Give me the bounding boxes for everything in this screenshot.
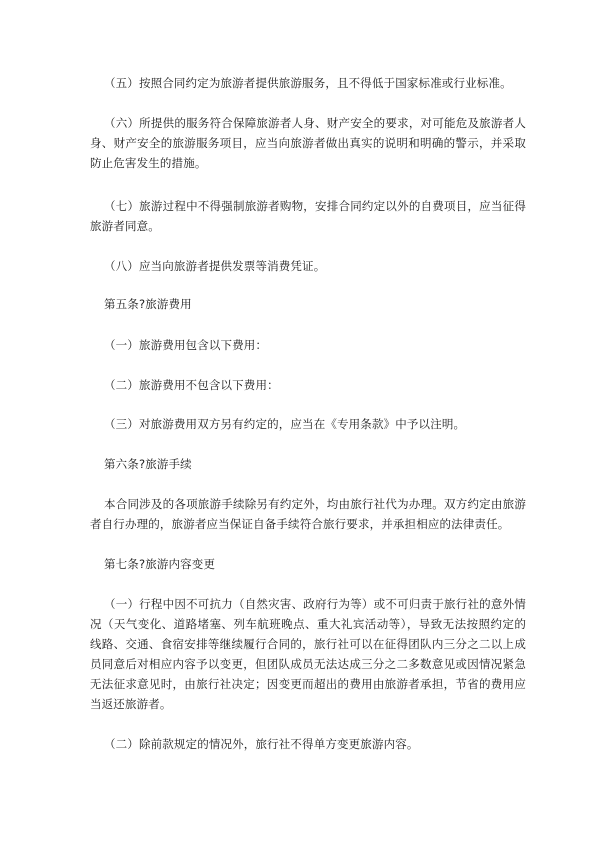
article-6-heading: 第六条?旅游手续 bbox=[104, 457, 192, 471]
article-7-item-2: （二）除前款规定的情况外，旅行社不得单方变更旅游内容。 bbox=[104, 737, 419, 751]
article-7-heading: 第七条?旅游内容变更 bbox=[104, 557, 216, 571]
clause-5-paragraph: （五）按照合同约定为旅游者提供旅游服务，且不得低于国家标准或行业标准。 bbox=[104, 76, 512, 90]
clause-7-paragraph: （七）旅游过程中不得强制旅游者购物，安排合同约定以外的自费项目，应当征得旅游者同意。 bbox=[90, 199, 526, 233]
article-5-item-1: （一）旅游费用包含以下费用： bbox=[104, 338, 268, 352]
article-5-heading: 第五条?旅游费用 bbox=[104, 297, 192, 311]
article-6-body: 本合同涉及的各项旅游手续除另有约定外，均由旅行社代为办理。双方约定由旅游者自行办理的，旅游者应当保证自备手续符合旅行要求，并承担相应的法律责任。 bbox=[90, 497, 526, 531]
clause-8-paragraph: （八）应当向旅游者提供发票等消费凭证。 bbox=[104, 259, 326, 273]
article-7-item-1: （一）行程中因不可抗力（自然灾害、政府行为等）或不可归责于旅行社的意外情况（天气变化、道路堵塞、列车航班晚点、重大礼宾活动等），导致无法按照约定的线路、交通、食宿安排等继续履行合同的，旅行社可以在征得团队内三分之二以上成员同意后对相应内容予以变更，但团队成员无法达成三分之二多数意见或因情况紧急无法征求意见时，由旅行社决定；因变更而超出的费用由旅游者承担，节省的费用应当返还旅游者。 bbox=[90, 597, 526, 711]
article-5-item-2: （二）旅游费用不包含以下费用： bbox=[104, 378, 279, 392]
clause-6-paragraph: （六）所提供的服务符合保障旅游者人身、财产安全的要求，对可能危及旅游者人身、财产安全的旅游服务项目，应当向旅游者做出真实的说明和明确的警示，并采取防止危害发生的措施。 bbox=[90, 116, 526, 170]
article-5-item-3: （三）对旅游费用双方另有约定的，应当在《专用条款》中予以注明。 bbox=[104, 417, 466, 431]
